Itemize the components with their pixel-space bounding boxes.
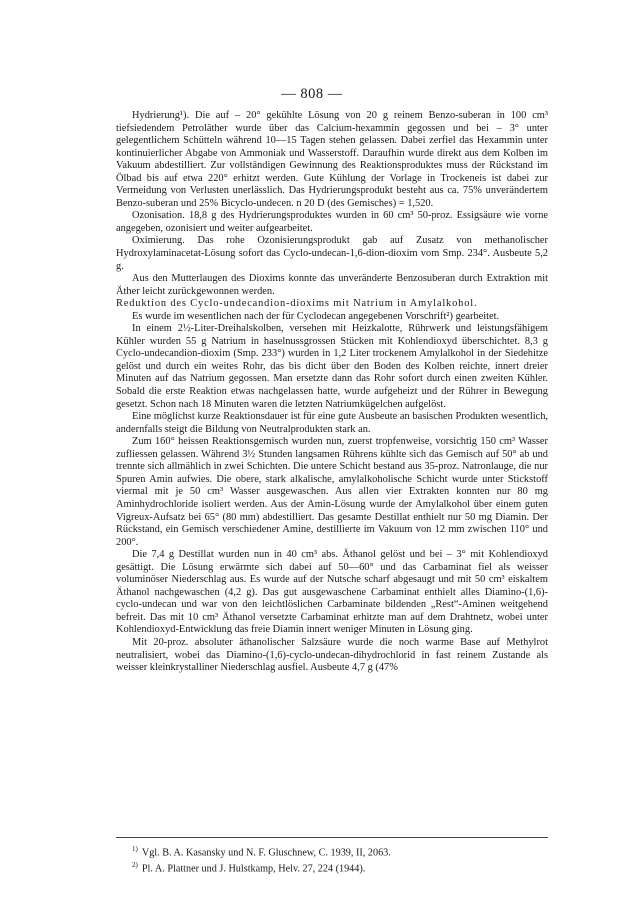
paragraph-mutterlaugen: Aus den Mutterlaugen des Dioxims konnte das unveränderte Benzosuberan durch Extraktion mit Äther leicht zurückgewonnen werden. [116, 273, 548, 297]
paragraph-reaktionsgemisch: Zum 160° heissen Reaktionsgemisch wurden nun, zuerst tropfenweise, vorsichtig 150 cm³ Wasser zufliessen gelassen. Während 3½ Stunden langsamen Rührens kühlte sich das Gemisch auf 50° ab und trennte sich allmählich in zwei Schichten. Die untere Schicht bestand aus 35-proz. Natronlauge, die nur Spuren Amin aufwies. Die obere, stark alkalische, amylalkoholische Schicht wurde unter Stickstoff viermal mit je 50 cm³ Wasser ausgewaschen. Aus allen vier Extrakten konnten nur 80 mg Aminhydrochloride isoliert werden. Aus der Amin-Lösung wurde der Amylalkohol über einem guten Vigreux-Aufsatz bei 65° (80 mm) abdestilliert. Das gesamte Destillat enthielt nur 50 mg Diamin. Der Rückstand, ein Gemisch verschiedener Amine, destillierte im Vakuum von 12 mm zwischen 110° und 200°. [116, 436, 548, 548]
footnote-1 [132, 843, 548, 859]
paragraph-hydrierung: Hydrierung¹). Die auf – 20° gekühlte Lösung von 20 g reinem Benzo-suberan in 100 cm³ tiefsiedendem Petroläther wurde über das Calcium-hexammin gegossen und bei – 3° unter gelegentlichem Schütteln während 10—15 Tagen stehen gelassen. Dabei zerfiel das Hexammin unter kontinuierlicher Abgabe von Ammoniak und Wasserstoff. Daraufhin wurde direkt aus dem Kolben im Vakuum abdestilliert. Zur vollständigen Gewinnung des Reaktionsproduktes muss der Rückstand im Ölbad bis auf etwa 220° erhitzt werden. Gute Kühlung der Vorlage in Trockeneis ist dabei zur Vermeidung von Verlusten unerlässlich. Das Hydrierungsprodukt besteht aus ca. 75% unverändertem Benzo-suberan und 25% Bicyclo-undecen. n 20 D (des Gemisches) = 1,520. [116, 110, 548, 209]
paragraph-destillat: Die 7,4 g Destillat wurden nun in 40 cm³ abs. Äthanol gelöst und bei – 3° mit Kohlendioxyd gesättigt. Die Lösung erwärmte sich dabei auf 50—60° und das Carbaminat fiel als weisser voluminöser Niederschlag aus. Es wurde auf der Nutsche scharf abgesaugt und mit 50 cm³ eiskaltem Äthanol nachgewaschen (4,2 g). Das gut ausgewaschene Carbaminat enthielt alles Diamino-(1,6)-cyclo-undecan und war von den leichtlöslichen Carbaminate bildenden „Rest“-Aminen weitgehend befreit. Das mit 10 cm³ Äthanol versetzte Carbaminat erhitzte man auf dem Drahtnetz, wobei unter Kohlendioxyd-Entwicklung das freie Diamin innert weniger Minuten in Lösung ging. [116, 549, 548, 636]
main-text [116, 110, 548, 675]
footnote-text: Vgl. B. A. Kasansky und N. F. Gluschnew, C. 1939, II, 2063. [141, 847, 391, 859]
paragraph-reaktionsdauer: Eine möglichst kurze Reaktionsdauer ist für eine gute Ausbeute an basischen Produkten wesentlich, andernfalls steigt die Bildung von Neutralprodukten stark an. [116, 411, 548, 435]
paragraph-ozonisation: Ozonisation. 18,8 g des Hydrierungsproduktes wurden in 60 cm³ 50-proz. Essigsäure wie vorne angegeben, ozonisiert und weiter aufgearbeitet. [116, 210, 548, 234]
paragraph-dreihalskolben: In einem 2½-Liter-Dreihalskolben, versehen mit Heizkalotte, Rührwerk und leistungsfähigem Kühler wurden 55 g Natrium in haselnussgrossen Stücken mit Kohlendioxyd überschichtet. 8,3 g Cyclo-undecandion-dioxim (Smp. 233°) wurden in 1,2 Liter trockenem Amylalkohol in der Siedehitze gelöst und durch ein weites Rohr, das bis dicht über den Boden des Kolben reichte, innert dreier Minuten auf das Natrium gegossen. Man ersetzte dann das Rohr sofort durch einen zweiten Kühler. Sobald die erste Reaktion etwas nachgelassen hatte, wurde aufgeheizt und der Rührer in Bewegung gesetzt. Schon nach 18 Minuten waren die letzten Natriumkügelchen aufgelöst. [116, 323, 548, 410]
footnote-text: Pl. A. Plattner und J. Hulstkamp, Helv. 27, 224 (1944). [141, 863, 366, 875]
paragraph-salzsaeure: Mit 20-proz. absoluter äthanolischer Salzsäure wurde die noch warme Base auf Methylrot neutralisiert, wobei das Diamino-(1,6)-cyclo-undecan-dihydrochlorid in fast reinem Zustande als weisser kleinkrystalliner Niederschlag ausfiel. Ausbeute 4,7 g (47% [116, 636, 548, 674]
footnote-2 [132, 859, 548, 875]
section-heading: Reduktion des Cyclo-undecandion-dioxims mit Natrium in Amylalkohol. [116, 298, 478, 310]
page-number: — 808 — [281, 86, 343, 102]
footnotes [116, 837, 548, 876]
paragraph-oximierung: Oximierung. Das rohe Ozonisierungsprodukt gab auf Zusatz von methanolischer Hydroxylaminacetat-Lösung sofort das Cyclo-undecan-1,6-dion-dioxim vom Smp. 234°. Ausbeute 5,2 g. [116, 235, 548, 272]
footnote-marker: 1) [132, 845, 138, 853]
paragraph-vorschrift: Es wurde im wesentlichen nach der für Cyclodecan angegebenen Vorschrift²) gearbeitet. [132, 310, 500, 322]
footnote-marker: 2) [132, 861, 138, 870]
